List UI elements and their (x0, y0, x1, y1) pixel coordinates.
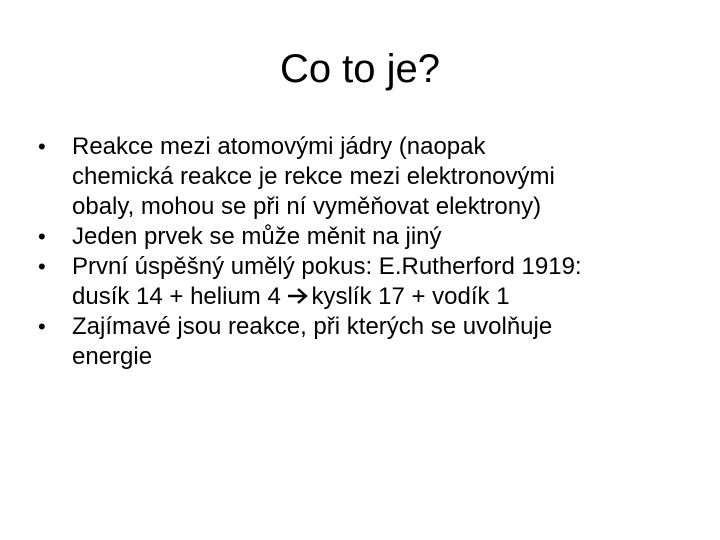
bullet-text-line: První úspěšný umělý pokus: E.Rutherford 1919: (72, 253, 582, 280)
bullet-item (36, 312, 696, 372)
reaction-line (72, 282, 696, 312)
bullet-text-line: Reakce mezi atomovými jádry (naopak (72, 133, 486, 160)
reaction-reactants: dusík 14 + helium 4 (72, 283, 288, 310)
bullet-icon: • (38, 224, 46, 249)
bullet-text-line: energie (72, 343, 153, 370)
right-arrow-icon (287, 286, 310, 306)
reaction-products: kyslík 17 + vodík 1 (311, 283, 510, 310)
bullet-icon: • (38, 134, 46, 159)
bullet-text-line: Zajímavé jsou reakce, při kterých se uvolňuje (72, 313, 553, 340)
bullet-icon: • (38, 314, 46, 339)
bullet-text-line: Jeden prvek se může měnit na jiný (72, 223, 442, 250)
bullet-list (36, 132, 696, 372)
bullet-text-line: obaly, mohou se při ní vyměňovat elektrony) (72, 193, 542, 220)
slide-title: Co to je? (279, 47, 441, 91)
bullet-icon: • (38, 254, 46, 279)
bullet-item (36, 222, 696, 252)
bullet-text-line: chemická reakce je rekce mezi elektronovými (72, 163, 555, 190)
bullet-item (36, 252, 696, 312)
bullet-item (36, 132, 696, 222)
